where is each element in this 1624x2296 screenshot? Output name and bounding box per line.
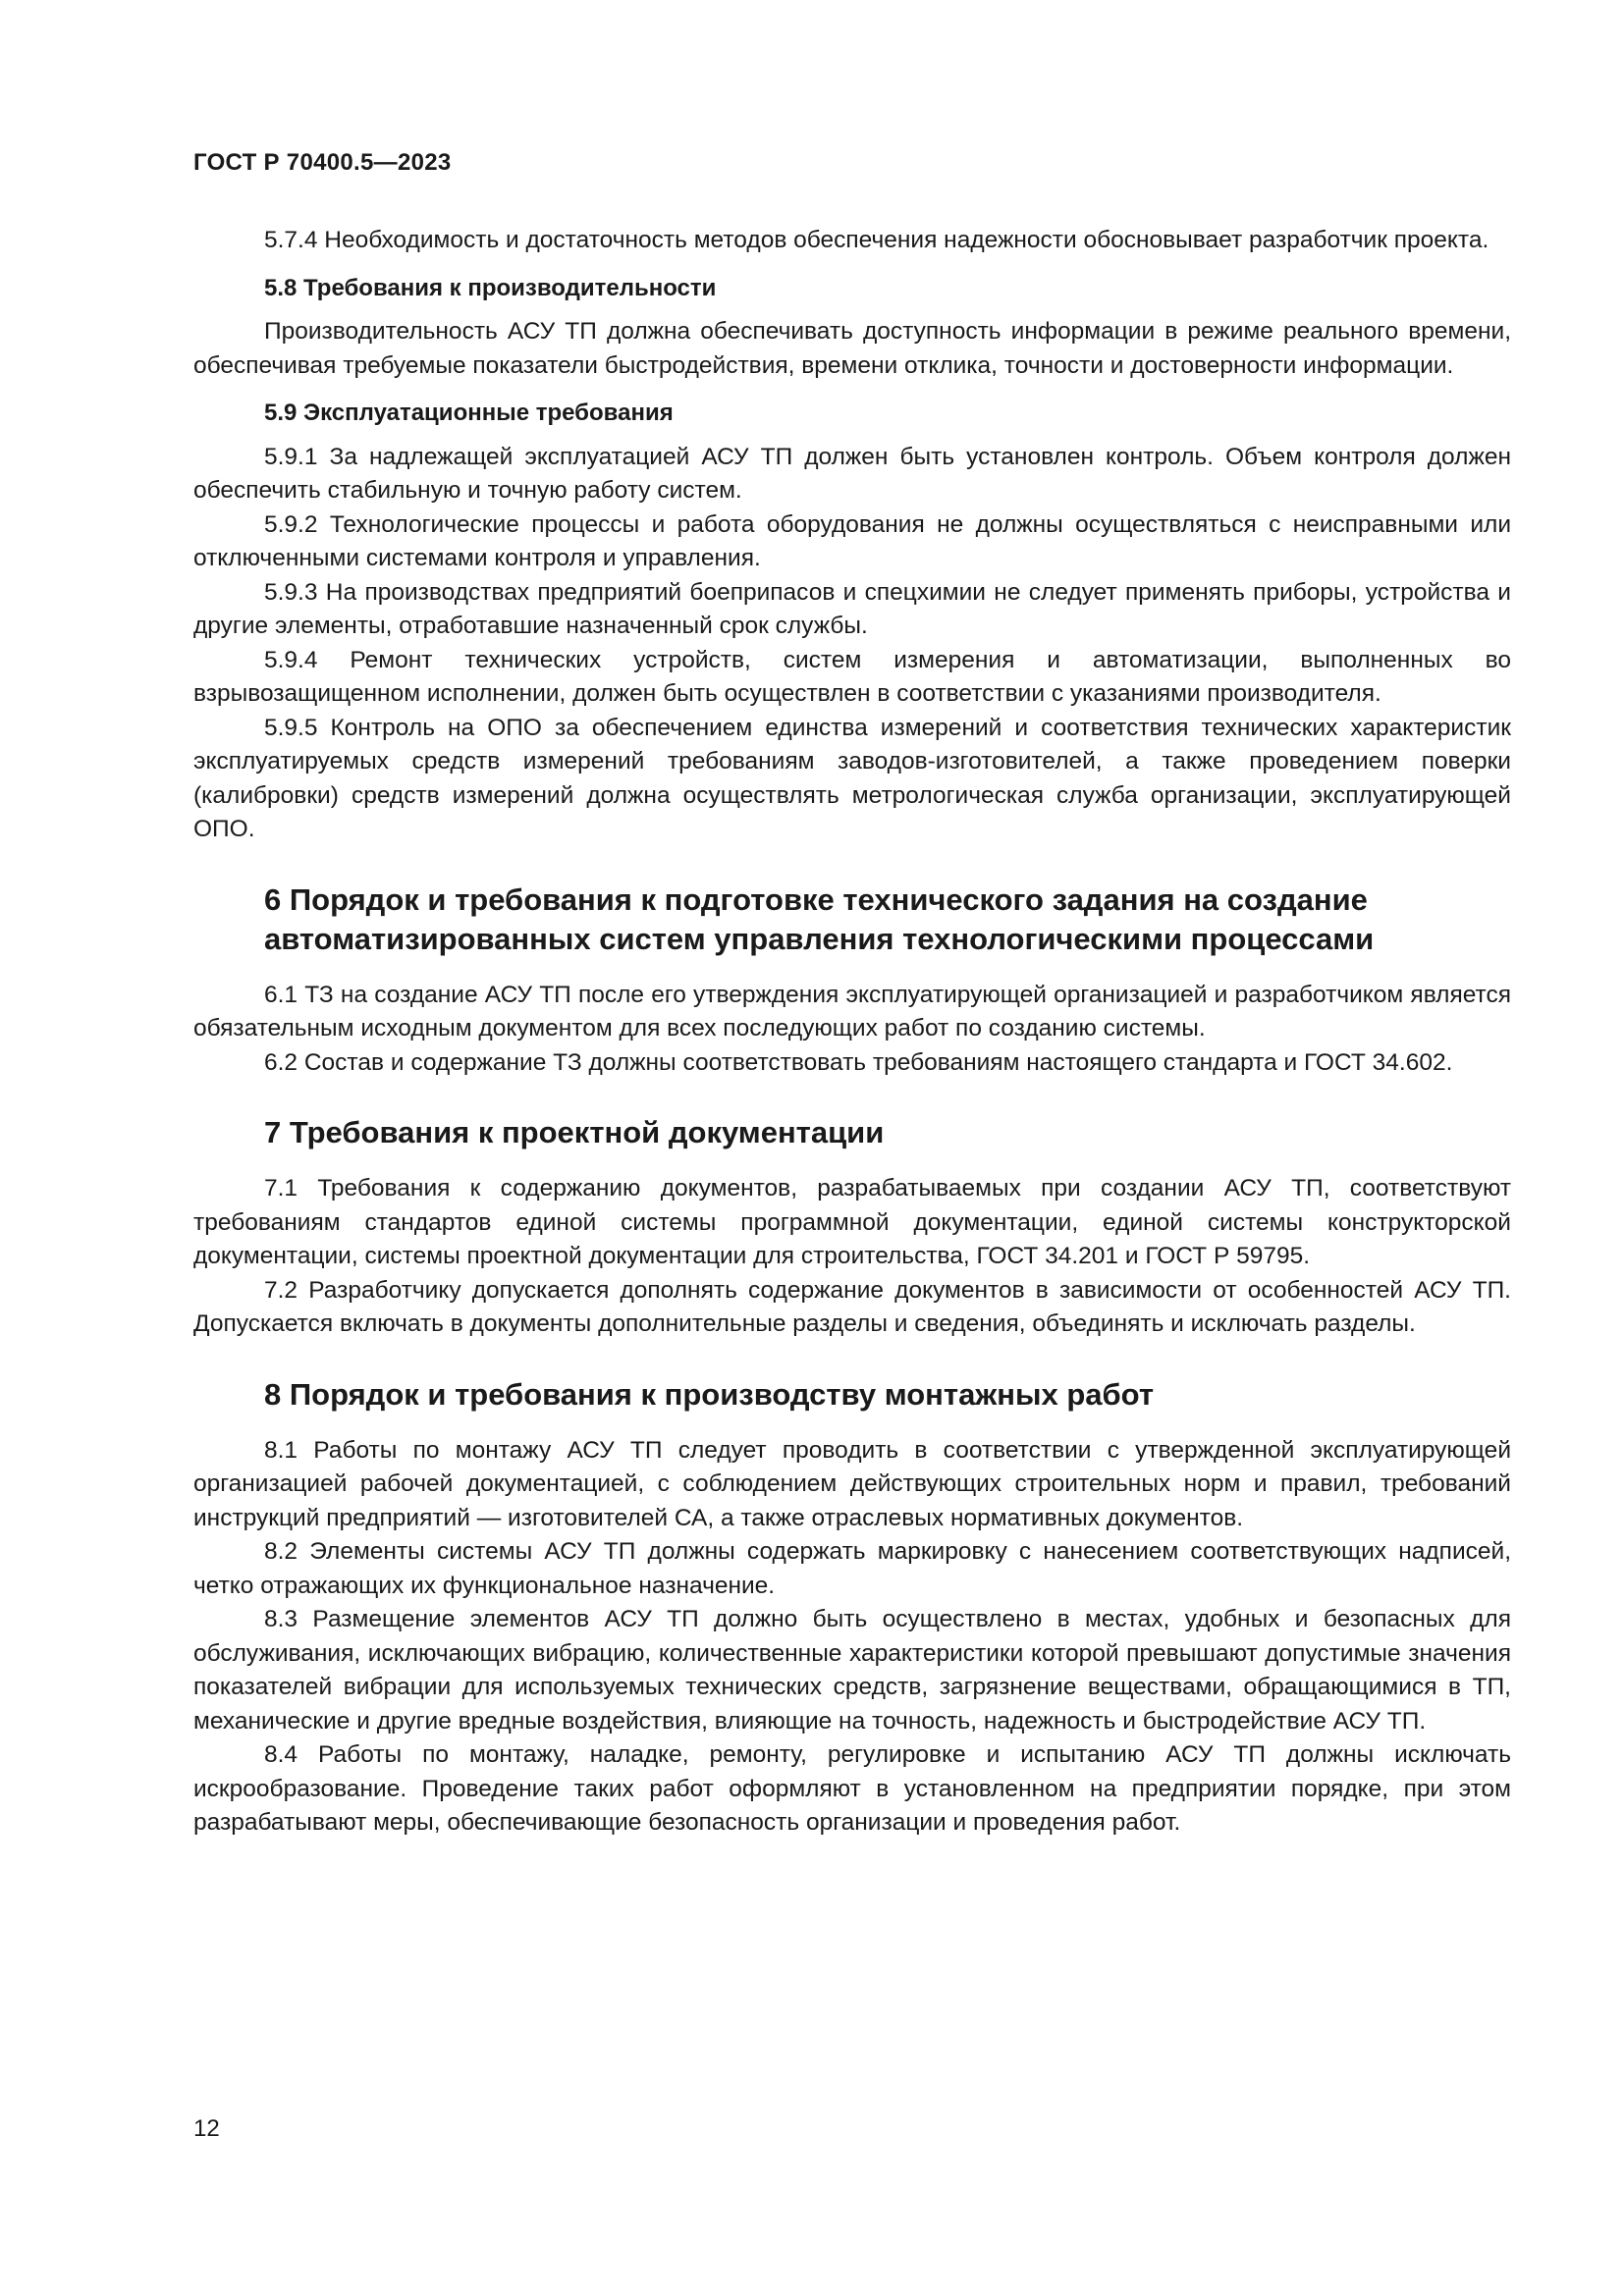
paragraph-5-7-4: 5.7.4 Необходимость и достаточность методов обеспечения надежности обосновывает разработчик проекта.: [264, 227, 1489, 253]
paragraph-5-9-5: 5.9.5 Контроль на ОПО за обеспечением единства измерений и соответствия технических характеристик эксплуатируемых средств измерений требованиям заводов-изготовителей, а также проведением поверки (калибровки) средств измерений должна осуществлять метрологическая служба организации, эксплуатирующей ОПО.: [193, 714, 1511, 842]
paragraph-8-2: 8.2 Элементы системы АСУ ТП должны содержать маркировку с нанесением соответствующих надписей, четко отражающих их функциональное назначение.: [193, 1538, 1511, 1599]
subheading-5-8: 5.8 Требования к производительности: [264, 274, 717, 301]
paragraph-5-9-3: 5.9.3 На производствах предприятий боеприпасов и спецхимии не следует применять приборы, устройства и другие элементы, отработавшие назначенный срок службы.: [193, 578, 1511, 639]
paragraph-8-4: 8.4 Работы по монтажу, наладке, ремонту, регулировке и испытанию АСУ ТП должны исключать искрообразование. Проведение таких работ оформляют в установленном на предприятии порядке, при этом разрабатывают меры, обеспечивающие безопасность организации и проведения работ.: [193, 1741, 1511, 1836]
section-heading-7: 7 Требования к проектной документации: [264, 1115, 885, 1149]
paragraph-8-3: 8.3 Размещение элементов АСУ ТП должно быть осуществлено в местах, удобных и безопасных для обслуживания, исключающих вибрацию, количественные характеристики которой превышают допустимые значения показателей вибрации для используемых технических средств, загрязнение веществами, обращающимися в ТП, механические и другие вредные воздействия, влияющие на точность, надежность и быстродействие АСУ ТП.: [193, 1606, 1511, 1735]
standard-code-header: ГОСТ Р 70400.5—2023: [193, 149, 452, 176]
subheading-5-9: 5.9 Эксплуатационные требования: [264, 400, 674, 426]
paragraph-5-9-2: 5.9.2 Технологические процессы и работа оборудования не должны осуществляться с неисправными или отключенными системами контроля и управления.: [193, 510, 1511, 571]
paragraph-5-9-1: 5.9.1 За надлежащей эксплуатацией АСУ ТП должен быть установлен контроль. Объем контроля должен обеспечить стабильную и точную работу систем.: [193, 443, 1511, 504]
paragraph-8-1: 8.1 Работы по монтажу АСУ ТП следует проводить в соответствии с утвержденной эксплуатирующей организацией рабочей документацией, с соблюдением действующих строительных норм и правил, требований инструкций предприятий — изготовителей СА, а также отраслевых нормативных документов.: [193, 1436, 1511, 1531]
section-heading-8: 8 Порядок и требования к производству монтажных работ: [264, 1376, 1155, 1412]
paragraph-7-2: 7.2 Разработчику допускается дополнять содержание документов в зависимости от особенностей АСУ ТП. Допускается включать в документы дополнительные разделы и сведения, объединять и исключать разделы.: [193, 1276, 1511, 1337]
paragraph-7-1: 7.1 Требования к содержанию документов, разрабатываемых при создании АСУ ТП, соответствуют требованиям стандартов единой системы программной документации, единой системы конструкторской документации, системы проектной документации для строительства, ГОСТ 34.201 и ГОСТ Р 59795.: [193, 1175, 1511, 1269]
section-heading-6: 6 Порядок и требования к подготовке технического задания на создание автоматизированных систем управления технологическими процессами: [264, 881, 1375, 956]
paragraph-5-8: Производительность АСУ ТП должна обеспечивать доступность информации в режиме реального времени, обеспечивая требуемые показатели быстродействия, времени отклика, точности и достоверности информации.: [193, 318, 1511, 379]
paragraph-5-9-4: 5.9.4 Ремонт технических устройств, систем измерения и автоматизации, выполненных во взрывозащищенном исполнении, должен быть осуществлен в соответствии с указаниями производителя.: [193, 646, 1511, 707]
page-number: 12: [193, 2115, 220, 2142]
paragraph-6-2: 6.2 Состав и содержание ТЗ должны соответствовать требованиям настоящего стандарта и ГОСТ 34.602.: [264, 1048, 1453, 1076]
paragraph-6-1: 6.1 ТЗ на создание АСУ ТП после его утверждения эксплуатирующей организацией и разработчиком является обязательным исходным документом для всех последующих работ по созданию системы.: [193, 981, 1511, 1041]
document-body: [193, 224, 1511, 1841]
